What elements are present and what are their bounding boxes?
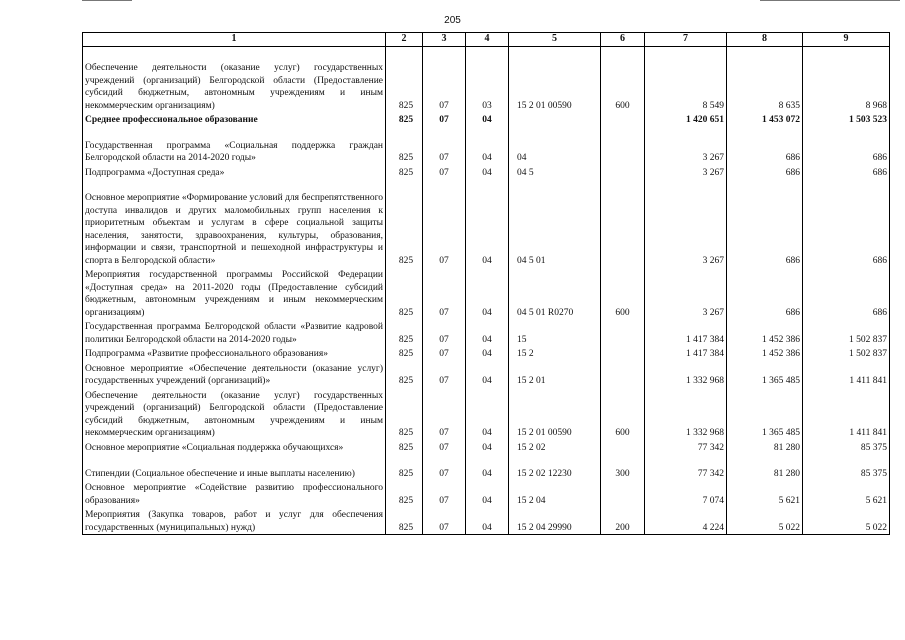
- column-header: 8: [727, 33, 803, 47]
- subsection-code: 04: [466, 480, 509, 507]
- amount-year-3: 1 502 837: [803, 319, 890, 346]
- subsection-code: 04: [466, 267, 509, 319]
- gl-code: 825: [386, 440, 423, 455]
- gl-code: 825: [386, 127, 423, 165]
- target-article-code: 15: [509, 319, 601, 346]
- amount-year-2: 686: [727, 127, 803, 165]
- section-code: 07: [423, 454, 466, 480]
- table-row: [83, 46, 890, 112]
- column-header: 3: [423, 33, 466, 47]
- amount-year-1: 1 332 968: [645, 361, 727, 388]
- amount-year-2: 1 452 386: [727, 319, 803, 346]
- expense-type-code: [601, 319, 645, 346]
- subsection-code: 04: [466, 346, 509, 361]
- subsection-code: 04: [466, 440, 509, 455]
- section-code: 07: [423, 440, 466, 455]
- amount-year-1: 77 342: [645, 440, 727, 455]
- row-name: Стипендии (Социальное обеспечение и иные выплаты населению): [83, 454, 386, 480]
- table-row: [83, 480, 890, 507]
- target-article-code: 15 2 01: [509, 361, 601, 388]
- expense-type-code: 600: [601, 267, 645, 319]
- gl-code: 825: [386, 179, 423, 267]
- amount-year-1: 1 417 384: [645, 319, 727, 346]
- amount-year-3: 686: [803, 267, 890, 319]
- row-name: Основное мероприятие «Социальная поддержка обучающихся»: [83, 440, 386, 455]
- target-article-code: 15 2 04: [509, 480, 601, 507]
- amount-year-3: 686: [803, 165, 890, 180]
- target-article-code: 15 2: [509, 346, 601, 361]
- expense-type-code: [601, 127, 645, 165]
- expense-type-code: 200: [601, 507, 645, 535]
- amount-year-1: 8 549: [645, 46, 727, 112]
- row-name: Обеспечение деятельности (оказание услуг) государственных учреждений (организаций) Белгородской области (Предоставление субсидий бюджетным, автономным учреждениям и иным некоммерческим организациям): [83, 46, 386, 112]
- target-article-code: 15 2 02 12230: [509, 454, 601, 480]
- row-name: Подпрограмма «Доступная среда»: [83, 165, 386, 180]
- row-name: Среднее профессиональное образование: [83, 112, 386, 127]
- table-row: [83, 127, 890, 165]
- section-code: 07: [423, 165, 466, 180]
- amount-year-1: 1 417 384: [645, 346, 727, 361]
- column-header: 6: [601, 33, 645, 47]
- column-header: 7: [645, 33, 727, 47]
- amount-year-2: 1 365 485: [727, 388, 803, 440]
- gl-code: 825: [386, 507, 423, 535]
- subsection-code: 04: [466, 112, 509, 127]
- column-header: 1: [83, 33, 386, 47]
- amount-year-2: 5 621: [727, 480, 803, 507]
- amount-year-1: 3 267: [645, 127, 727, 165]
- top-rule-right: [760, 0, 900, 1]
- amount-year-3: 686: [803, 179, 890, 267]
- column-header: 9: [803, 33, 890, 47]
- amount-year-1: 77 342: [645, 454, 727, 480]
- section-code: 07: [423, 346, 466, 361]
- target-article-code: [509, 112, 601, 127]
- gl-code: 825: [386, 346, 423, 361]
- target-article-code: 04: [509, 127, 601, 165]
- amount-year-2: 81 280: [727, 440, 803, 455]
- amount-year-3: 686: [803, 127, 890, 165]
- section-code: 07: [423, 507, 466, 535]
- table-row: [83, 361, 890, 388]
- table-row: [83, 454, 890, 480]
- amount-year-2: 8 635: [727, 46, 803, 112]
- subsection-code: 03: [466, 46, 509, 112]
- section-code: 07: [423, 361, 466, 388]
- amount-year-3: 5 621: [803, 480, 890, 507]
- amount-year-1: 7 074: [645, 480, 727, 507]
- amount-year-2: 686: [727, 179, 803, 267]
- expense-type-code: 300: [601, 454, 645, 480]
- amount-year-2: 686: [727, 165, 803, 180]
- table-row: [83, 440, 890, 455]
- top-rule-left: [82, 0, 132, 1]
- amount-year-1: 3 267: [645, 179, 727, 267]
- amount-year-1: 3 267: [645, 267, 727, 319]
- table-row: [83, 507, 890, 535]
- expense-type-code: 600: [601, 388, 645, 440]
- subsection-code: 04: [466, 507, 509, 535]
- section-code: 07: [423, 46, 466, 112]
- amount-year-3: 5 022: [803, 507, 890, 535]
- amount-year-3: 85 375: [803, 440, 890, 455]
- gl-code: 825: [386, 388, 423, 440]
- expense-type-code: [601, 112, 645, 127]
- amount-year-1: 1 420 651: [645, 112, 727, 127]
- amount-year-3: 85 375: [803, 454, 890, 480]
- amount-year-2: 5 022: [727, 507, 803, 535]
- target-article-code: 04 5 01: [509, 179, 601, 267]
- table-row: [83, 267, 890, 319]
- subsection-code: 04: [466, 165, 509, 180]
- expense-type-code: [601, 346, 645, 361]
- target-article-code: 15 2 04 29990: [509, 507, 601, 535]
- table-row: [83, 165, 890, 180]
- target-article-code: 15 2 01 00590: [509, 46, 601, 112]
- gl-code: 825: [386, 480, 423, 507]
- table-row: [83, 112, 890, 127]
- section-code: 07: [423, 179, 466, 267]
- amount-year-1: 4 224: [645, 507, 727, 535]
- expense-type-code: [601, 165, 645, 180]
- gl-code: 825: [386, 46, 423, 112]
- section-code: 07: [423, 112, 466, 127]
- target-article-code: 15 2 01 00590: [509, 388, 601, 440]
- section-code: 07: [423, 388, 466, 440]
- row-name: Основное мероприятие «Обеспечение деятельности (оказание услуг) государственных учреждений (организаций)»: [83, 361, 386, 388]
- amount-year-2: 1 365 485: [727, 361, 803, 388]
- table-row: [83, 388, 890, 440]
- subsection-code: 04: [466, 361, 509, 388]
- expense-type-code: [601, 480, 645, 507]
- row-name: Мероприятия государственной программы Российской Федерации «Доступная среда» на 2011-2020 годы (Предоставление субсидий бюджетным, автономным учреждениям и иным некоммерческим организациям): [83, 267, 386, 319]
- amount-year-3: 1 502 837: [803, 346, 890, 361]
- amount-year-1: 3 267: [645, 165, 727, 180]
- row-name: Подпрограмма «Развитие профессионального образования»: [83, 346, 386, 361]
- target-article-code: 15 2 02: [509, 440, 601, 455]
- section-code: 07: [423, 319, 466, 346]
- amount-year-2: 1 453 072: [727, 112, 803, 127]
- gl-code: 825: [386, 319, 423, 346]
- amount-year-2: 686: [727, 267, 803, 319]
- expense-type-code: [601, 361, 645, 388]
- row-name: Государственная программа Белгородской области «Развитие кадровой политики Белгородской области на 2014-2020 годы»: [83, 319, 386, 346]
- header-row: [83, 33, 890, 47]
- section-code: 07: [423, 267, 466, 319]
- table-row: [83, 319, 890, 346]
- gl-code: 825: [386, 454, 423, 480]
- expense-type-code: [601, 179, 645, 267]
- amount-year-2: 1 452 386: [727, 346, 803, 361]
- table-row: [83, 179, 890, 267]
- target-article-code: 04 5 01 R0270: [509, 267, 601, 319]
- row-name: Обеспечение деятельности (оказание услуг) государственных учреждений (организаций) Белгородской области (Предоставление субсидий бюджетным, автономным учреждениям и иным некоммерческим организациям): [83, 388, 386, 440]
- amount-year-3: 1 503 523: [803, 112, 890, 127]
- amount-year-1: 1 332 968: [645, 388, 727, 440]
- column-header: 5: [509, 33, 601, 47]
- gl-code: 825: [386, 165, 423, 180]
- row-name: Государственная программа «Социальная поддержка граждан Белгородской области на 2014-2020 годы»: [83, 127, 386, 165]
- column-header: 4: [466, 33, 509, 47]
- gl-code: 825: [386, 361, 423, 388]
- subsection-code: 04: [466, 179, 509, 267]
- amount-year-3: 1 411 841: [803, 388, 890, 440]
- subsection-code: 04: [466, 454, 509, 480]
- table-row: [83, 346, 890, 361]
- expense-type-code: [601, 440, 645, 455]
- section-code: 07: [423, 480, 466, 507]
- subsection-code: 04: [466, 388, 509, 440]
- section-code: 07: [423, 127, 466, 165]
- row-name: Мероприятия (Закупка товаров, работ и услуг для обеспечения государственных (муниципальных) нужд): [83, 507, 386, 535]
- amount-year-3: 1 411 841: [803, 361, 890, 388]
- amount-year-2: 81 280: [727, 454, 803, 480]
- budget-table: [82, 32, 890, 535]
- gl-code: 825: [386, 112, 423, 127]
- target-article-code: 04 5: [509, 165, 601, 180]
- subsection-code: 04: [466, 319, 509, 346]
- subsection-code: 04: [466, 127, 509, 165]
- expense-type-code: 600: [601, 46, 645, 112]
- row-name: Основное мероприятие «Формирование условий для беспрепятственного доступа инвалидов и других маломобильных групп населения к приоритетным объектам и услугам в сфере социальной защиты населения, занятости, здравоохранения, культуры, образования, информации и связи, транспортной и пешеходной инфраструктуры и спорта в Белгородской области»: [83, 179, 386, 267]
- page-number: 205: [444, 15, 461, 26]
- row-name: Основное мероприятие «Содействие развитию профессионального образования»: [83, 480, 386, 507]
- gl-code: 825: [386, 267, 423, 319]
- amount-year-3: 8 968: [803, 46, 890, 112]
- column-header: 2: [386, 33, 423, 47]
